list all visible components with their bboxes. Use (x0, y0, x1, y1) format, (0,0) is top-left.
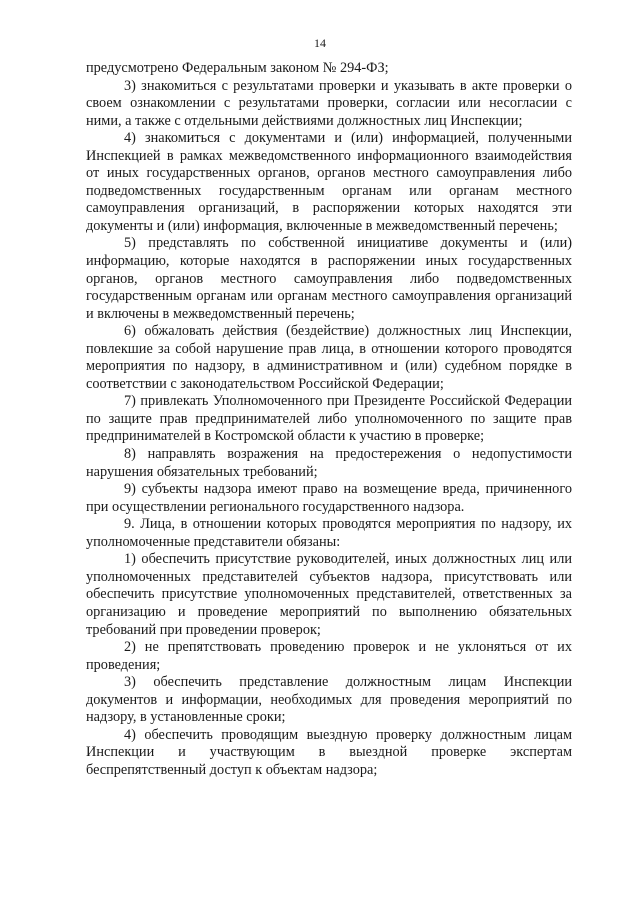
paragraph: 9) субъекты надзора имеют право на возмещение вреда, причиненного при осуществлении регионального государственного надзора. (86, 481, 572, 515)
paragraph: 8) направлять возражения на предостережения о недопустимости нарушения обязательных требований; (86, 446, 572, 480)
document-body (86, 60, 572, 779)
paragraph: 7) привлекать Уполномоченного при Президенте Российской Федерации по защите прав предпринимателей либо уполномоченного по защите прав предпринимателей в Костромской области к участию в проверке; (86, 393, 572, 445)
paragraph: 2) не препятствовать проведению проверок и не уклоняться от их проведения; (86, 639, 572, 673)
paragraph: 4) обеспечить проводящим выездную проверку должностным лицам Инспекции и участвующим в выездной проверке экспертам беспрепятственный доступ к объектам надзора; (86, 726, 572, 778)
paragraph: 6) обжаловать действия (бездействие) должностных лиц Инспекции, повлекшие за собой нарушение прав лица, в отношении которого проводятся мероприятия по надзору, в административном и (или) судебном порядке в соответствии с законодательством Российской Федерации; (86, 323, 572, 392)
page-number: 14 (314, 36, 326, 50)
paragraph: 9. Лица, в отношении которых проводятся мероприятия по надзору, их уполномоченные представители обязаны: (86, 516, 572, 550)
paragraph: 5) представлять по собственной инициативе документы и (или) информацию, которые находятся в распоряжении иных государственных органов, органов местного самоуправления либо подведомственных государственным органам или органам местного самоуправления организаций и включены в межведомственный перечень; (86, 235, 572, 322)
paragraph: 3) обеспечить представление должностным лицам Инспекции документов и информации, необходимых для проведения мероприятий по надзору, в установленные сроки; (86, 674, 572, 726)
paragraph: 3) знакомиться с результатами проверки и указывать в акте проверки о своем ознакомлении с результатами проверки, согласии или несогласии с ними, а также с отдельными действиями должностных лиц Инспекции; (86, 77, 572, 129)
paragraph: 4) знакомиться с документами и (или) информацией, полученными Инспекцией в рамках межведомственного информационного взаимодействия от иных государственных органов, органов местного самоуправления либо подведомственных государственным органам или органам местного самоуправления организаций, в распоряжении которых находятся эти документы и (или) информация, включенные в межведомственный перечень; (86, 130, 572, 234)
paragraph: предусмотрено Федеральным законом № 294-ФЗ; (86, 60, 389, 76)
paragraph: 1) обеспечить присутствие руководителей, иных должностных лиц или уполномоченных представителей субъектов надзора, присутствовать или обеспечить присутствие уполномоченных представителей, ответственных за организацию и проведение мероприятий по выполнению обязательных требований при проведении проверок; (86, 551, 572, 638)
